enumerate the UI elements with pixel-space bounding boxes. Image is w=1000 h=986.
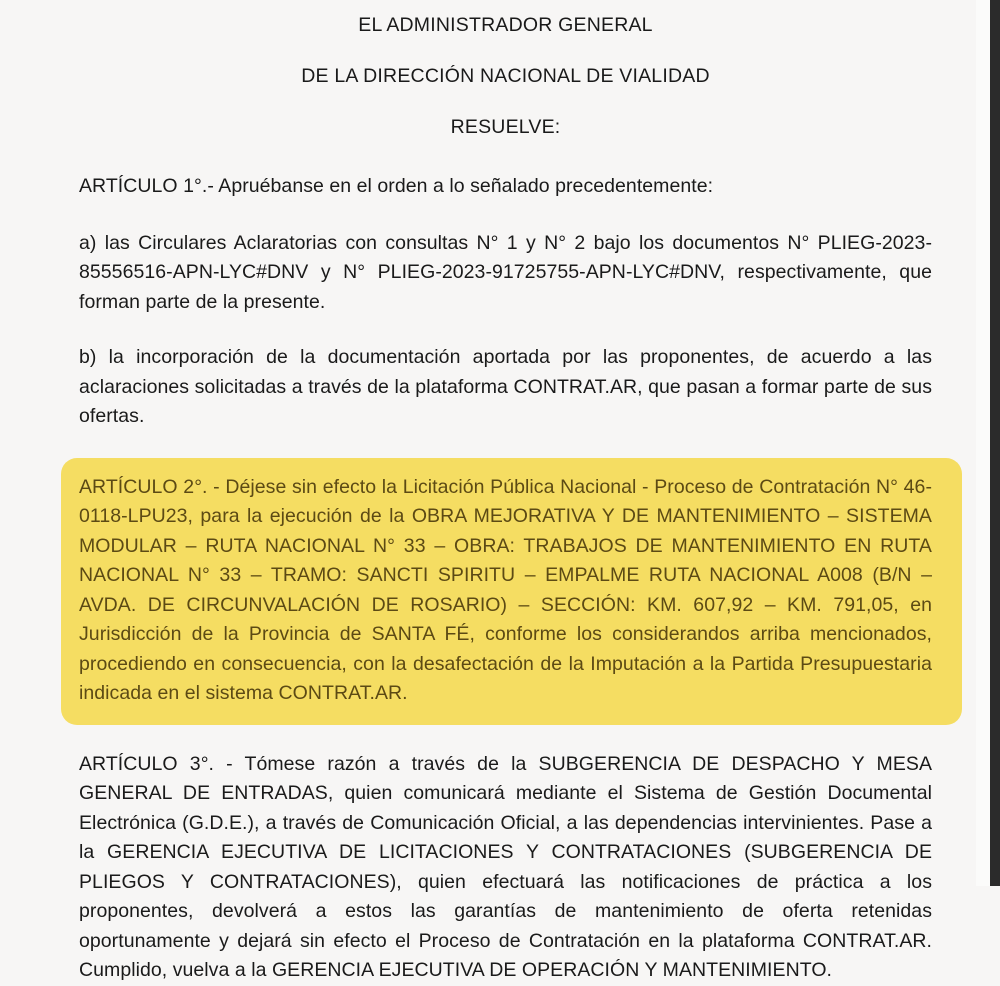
article-1-item-a: a) las Circulares Aclaratorias con consultas N° 1 y N° 2 bajo los documentos N° PLIEG-2023-85556516-APN-LYC#DNV y N° PLIEG-2023-91725755-APN-LYC#DNV, respectivamente, que forman parte de la presente.	[79, 231, 932, 313]
heading-resuelve: RESUELVE:	[450, 116, 561, 138]
highlight-block-article-2	[61, 458, 962, 725]
document-heading-block	[79, 14, 932, 139]
heading-administrador-general: EL ADMINISTRADOR GENERAL	[358, 14, 653, 36]
article-3-paragraph: ARTÍCULO 3°. - Tómese razón a través de la SUBGERENCIA DE DESPACHO Y MESA GENERAL DE ENTRADAS, quien comunicará mediante el Sistema de Gestión Documental Electrónica (G.D.E.), a través de Comunicación Oficial, a las dependencias intervinientes. Pase a la GERENCIA EJECUTIVA DE LICITACIONES Y CONTRATACIONES (SUBGERENCIA DE PLIEGOS Y CONTRATACIONES), quien efectuará las notificaciones de práctica a los proponentes, devolverá a estos las garantías de mantenimiento de oferta retenidas oportunamente y dejará sin efecto el Proceso de Contratación en la plataforma CONTRAT.AR. Cumplido, vuelva a la GERENCIA EJECUTIVA DE OPERACIÓN Y MANTENIMIENTO.	[79, 752, 932, 981]
page-right-edge-band	[990, 0, 1000, 886]
document-body	[79, 0, 932, 986]
article-1-paragraph: ARTÍCULO 1°.- Apruébanse en el orden a lo señalado precedentemente:	[79, 175, 714, 197]
heading-direccion-nacional-vialidad: DE LA DIRECCIÓN NACIONAL DE VIALIDAD	[301, 65, 710, 87]
article-2-paragraph: ARTÍCULO 2°. - Déjese sin efecto la Licitación Pública Nacional - Proceso de Contratación N° 46-0118-LPU23, para la ejecución de la OBRA MEJORATIVA Y DE MANTENIMIENTO – SISTEMA MODULAR – RUTA NACIONAL N° 33 – OBRA: TRABAJOS DE MANTENIMIENTO EN RUTA NACIONAL N° 33 – TRAMO: SANCTI SPIRITU – EMPALME RUTA NACIONAL A008 (B/N – AVDA. DE CIRCUNVALACIÓN DE ROSARIO) – SECCIÓN: KM. 607,92 – KM. 791,05, en Jurisdicción de la Provincia de SANTA FÉ, conforme los considerandos arriba mencionados, procediendo en consecuencia, con la desafectación de la Imputación a la Partida Presupuestaria indicada en el sistema CONTRAT.AR.	[79, 475, 932, 704]
article-1-item-b: b) la incorporación de la documentación aportada por las proponentes, de acuerdo a las aclaraciones solicitadas a través de la plataforma CONTRAT.AR, que pasan a formar parte de sus ofertas.	[79, 346, 932, 427]
page-right-gutter	[976, 0, 990, 886]
